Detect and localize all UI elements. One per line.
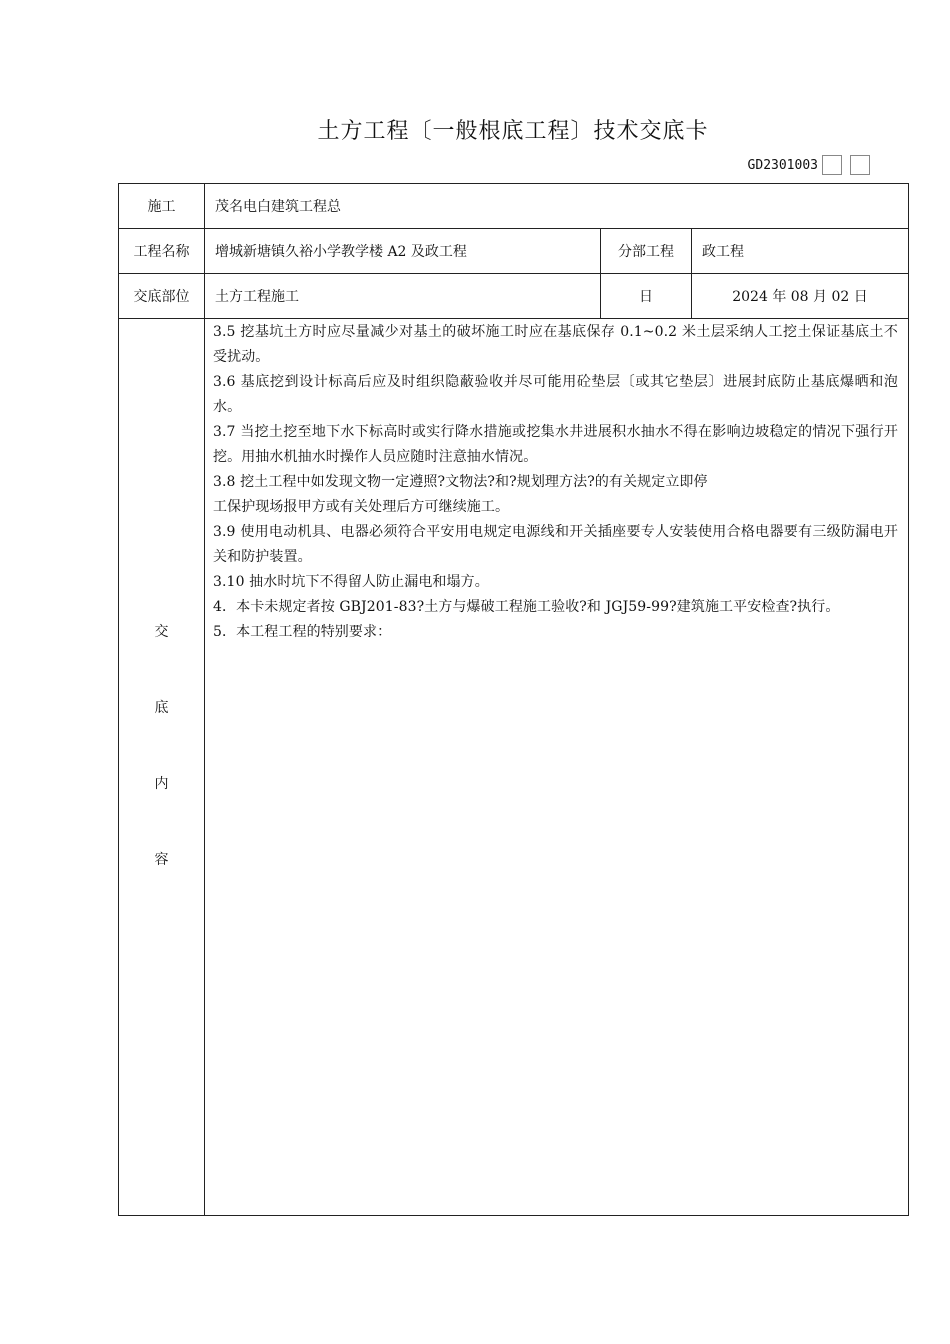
content-side-label: [119, 319, 205, 1216]
code-checkbox-2[interactable]: [850, 155, 870, 175]
project-value: 增城新塘镇久裕小学教学楼 A2 及政工程: [205, 229, 601, 274]
date-value: 2024 年 08 月 02 日: [692, 274, 909, 319]
code-checkbox-1[interactable]: [822, 155, 842, 175]
content-paragraph: 3.8 挖土工程中如发现文物一定遵照?文物法?和?规划理方法?的有关规定立即停: [213, 474, 708, 490]
content-paragraph: 5．本工程工程的特别要求：: [213, 624, 392, 640]
project-row: [119, 229, 909, 274]
project-label: 工程名称: [119, 229, 205, 274]
document-code: GD2301003: [747, 157, 818, 173]
content-row: [119, 319, 909, 1216]
disclosure-card-table: [118, 183, 909, 1216]
content-body: [205, 319, 909, 1216]
date-label: 日: [601, 274, 692, 319]
position-value: 土方工程施工: [205, 274, 601, 319]
unit-row: [119, 184, 909, 229]
content-paragraph: 3.5 挖基坑土方时应尽量减少对基土的破坏施工时应在基底保存 0.1~0.2 米土层采纳人工挖土保证基底土不受扰动。: [213, 324, 898, 365]
subproject-value: 政工程: [692, 229, 909, 274]
position-row: [119, 274, 909, 319]
unit-label: 施工: [119, 184, 205, 229]
document-title: 土方工程〔一般根底工程〕技术交底卡: [317, 119, 709, 144]
unit-value: 茂名电白建筑工程总: [205, 184, 909, 229]
content-paragraph: 3.10 抽水时坑下不得留人防止漏电和塌方。: [213, 574, 489, 590]
side-char: 底: [154, 700, 169, 716]
content-paragraph: 4．本卡未规定者按 GBJ201-83?土方与爆破工程施工验收?和 JGJ59-99?建筑施工平安检查?执行。: [213, 599, 840, 615]
side-char: 交: [154, 624, 169, 640]
subproject-label: 分部工程: [601, 229, 692, 274]
content-paragraph: 工保护现场报甲方或有关处理后方可继续施工。: [213, 499, 510, 515]
content-paragraph: 3.6 基底挖到设计标高后应及时组织隐蔽验收并尽可能用砼垫层〔或其它垫层〕进展封底防止基底爆晒和泡水。: [213, 374, 898, 415]
position-label: 交底部位: [119, 274, 205, 319]
side-char: 内: [154, 776, 169, 792]
document-code-row: [748, 154, 870, 176]
content-paragraph: 3.9 使用电动机具、电器必须符合平安用电规定电源线和开关插座要专人安装使用合格电器要有三级防漏电开关和防护装置。: [213, 524, 898, 565]
content-paragraph: 3.7 当挖土挖至地下水下标高时或实行降水措施或挖集水井进展积水抽水不得在影响边坡稳定的情况下强行开挖。用抽水机抽水时操作人员应随时注意抽水情况。: [213, 424, 898, 465]
side-char: 容: [154, 852, 169, 868]
